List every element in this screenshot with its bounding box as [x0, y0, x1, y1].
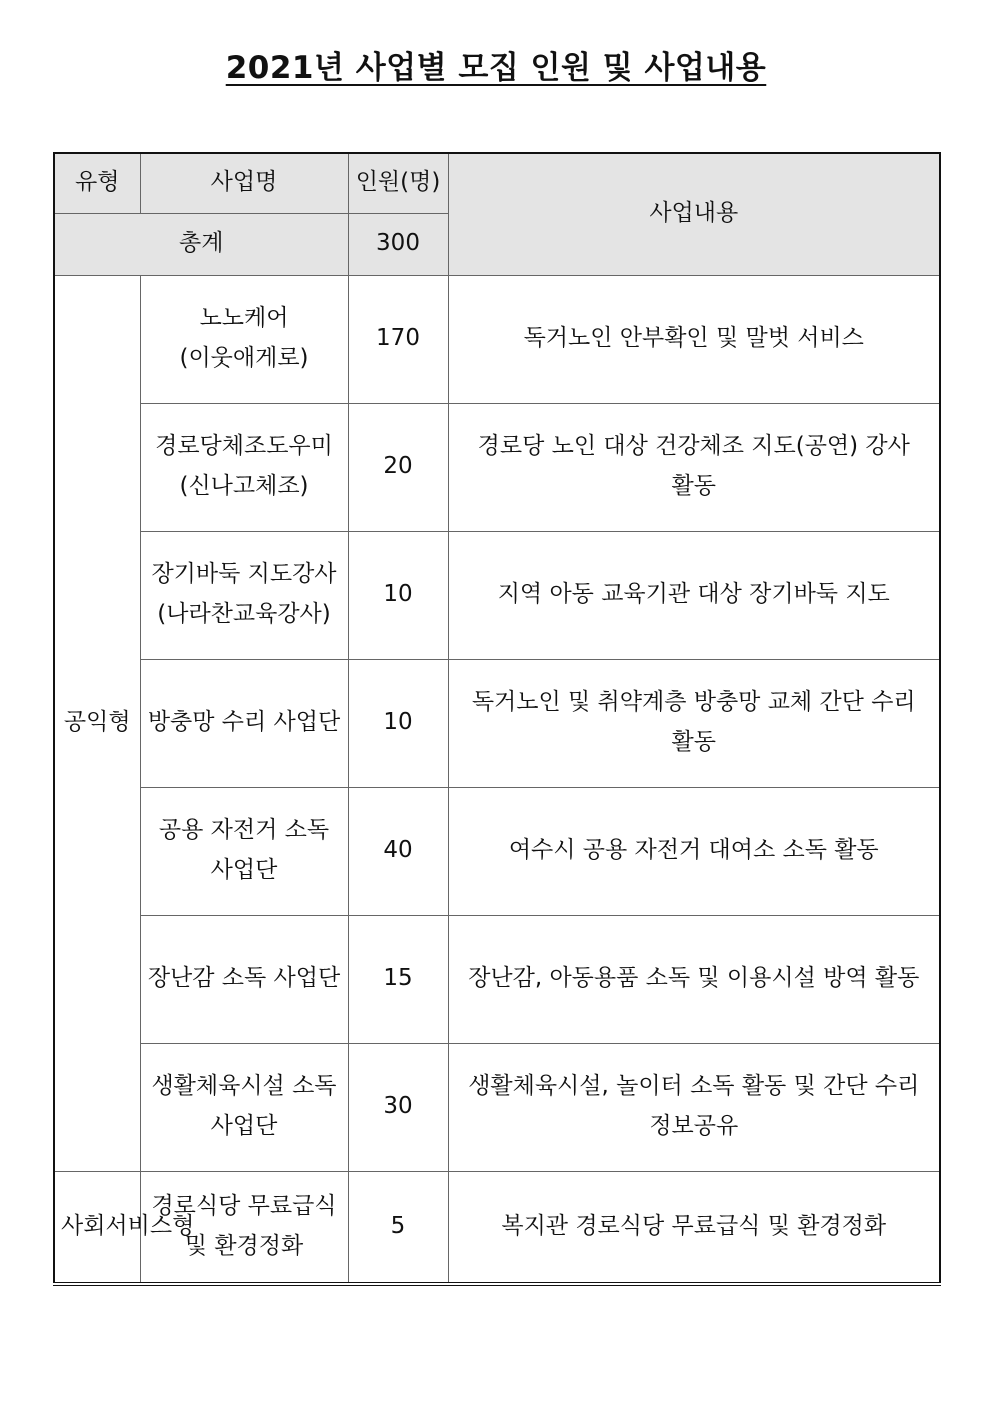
project-name: 노노케어 (이웃애게로): [140, 275, 348, 403]
personnel-count: 30: [348, 1043, 448, 1171]
table-row: [54, 531, 940, 659]
personnel-count: 15: [348, 915, 448, 1043]
group-type-social-service: 사회서비스형: [54, 1171, 140, 1284]
header-personnel: 인원(명): [348, 153, 448, 213]
project-content: 지역 아동 교육기관 대상 장기바둑 지도: [448, 531, 940, 659]
project-content: 독거노인 안부확인 및 말벗 서비스: [448, 275, 940, 403]
header-row: [54, 153, 940, 213]
header-type: 유형: [54, 153, 140, 213]
project-content: 복지관 경로식당 무료급식 및 환경정화: [448, 1171, 940, 1284]
personnel-count: 10: [348, 531, 448, 659]
personnel-count: 170: [348, 275, 448, 403]
project-content: 경로당 노인 대상 건강체조 지도(공연) 강사 활동: [448, 403, 940, 531]
header-project: 사업명: [140, 153, 348, 213]
personnel-count: 5: [348, 1171, 448, 1284]
personnel-count: 20: [348, 403, 448, 531]
table-row: [54, 915, 940, 1043]
project-name: 장난감 소독 사업단: [140, 915, 348, 1043]
table-row: [54, 659, 940, 787]
table-row: [54, 1171, 940, 1284]
total-label: 총계: [54, 213, 348, 275]
project-content: 생활체육시설, 놀이터 소독 활동 및 간단 수리 정보공유: [448, 1043, 940, 1171]
project-content: 여수시 공용 자전거 대여소 소독 활동: [448, 787, 940, 915]
table-row: [54, 403, 940, 531]
table-row: [54, 275, 940, 403]
project-name: 장기바둑 지도강사 (나라찬교육강사): [140, 531, 348, 659]
project-content: 독거노인 및 취약계층 방충망 교체 간단 수리 활동: [448, 659, 940, 787]
project-name: 생활체육시설 소독 사업단: [140, 1043, 348, 1171]
project-name: 경로식당 무료급식 및 환경정화: [140, 1171, 348, 1284]
personnel-count: 10: [348, 659, 448, 787]
total-value: 300: [348, 213, 448, 275]
project-name: 공용 자전거 소독 사업단: [140, 787, 348, 915]
project-name: 경로당체조도우미 (신나고체조): [140, 403, 348, 531]
project-content: 장난감, 아동용품 소독 및 이용시설 방역 활동: [448, 915, 940, 1043]
table-row: [54, 787, 940, 915]
group-type-public: 공익형: [54, 275, 140, 1171]
table-row: [54, 1043, 940, 1171]
personnel-count: 40: [348, 787, 448, 915]
project-name: 방충망 수리 사업단: [140, 659, 348, 787]
header-content: 사업내용: [448, 153, 940, 275]
page-title: 2021년 사업별 모집 인원 및 사업내용: [225, 50, 767, 86]
recruitment-table: [53, 152, 941, 1286]
